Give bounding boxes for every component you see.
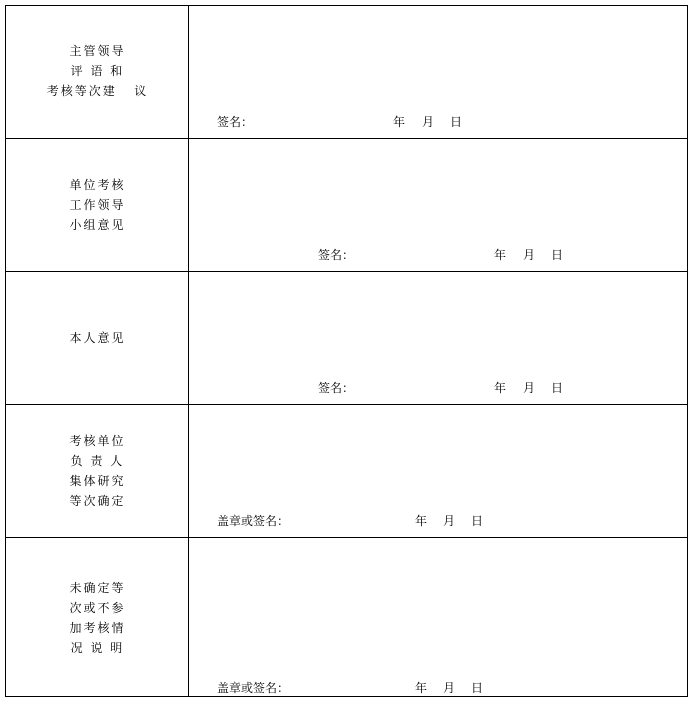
label-line: 小组意见 [69, 218, 126, 232]
label-line: 本人意见 [69, 331, 126, 345]
date-year-label: 年 [393, 115, 406, 129]
row-self-opinion [6, 272, 687, 405]
label-line: 未确定等 [69, 581, 126, 595]
label-cell-unit-head [6, 405, 189, 537]
label-cell-undetermined [6, 538, 189, 696]
date-month-label: 月 [523, 248, 536, 262]
label-line: 等次确定 [69, 494, 126, 508]
date-month-label: 月 [443, 681, 456, 695]
date-day-label: 日 [450, 115, 463, 129]
date-day-label: 日 [471, 514, 484, 528]
date-year-label: 年 [415, 681, 428, 695]
label-line: 况 说 明 [70, 641, 125, 655]
label-line: 集体研究 [69, 474, 126, 488]
date-day-label: 日 [551, 248, 564, 262]
label-line: 考核单位 [69, 434, 126, 448]
evaluation-form-table [5, 5, 688, 697]
signature-label: 签名： [318, 248, 355, 262]
date-year-label: 年 [494, 248, 507, 262]
signature-label: 签名： [318, 381, 355, 395]
date-year-label: 年 [494, 381, 507, 395]
signature-label: 签名： [217, 115, 254, 129]
label-line: 次或不参 [69, 601, 126, 615]
label-cell-assessment-group [6, 139, 189, 271]
seal-or-signature-label: 盖章或签名： [217, 514, 290, 528]
row-unit-head-decision [6, 405, 687, 538]
label-line: 评 语 和 [70, 64, 125, 78]
label-line: 单位考核 [69, 178, 126, 192]
label-cell-self [6, 272, 189, 404]
row-assessment-group-opinion [6, 139, 687, 272]
date-day-label: 日 [471, 681, 484, 695]
date-month-label: 月 [422, 115, 435, 129]
row-supervisor-comments [6, 6, 687, 139]
date-month-label: 月 [443, 514, 456, 528]
label-line: 加考核情 [69, 621, 126, 635]
label-line: 考核等次建 议 [46, 84, 149, 98]
label-cell-supervisor [6, 6, 189, 138]
row-undetermined-explanation [6, 538, 687, 696]
date-day-label: 日 [551, 381, 564, 395]
label-line: 主管领导 [69, 44, 126, 58]
date-year-label: 年 [415, 514, 428, 528]
date-month-label: 月 [523, 381, 536, 395]
label-line: 工作领导 [69, 198, 126, 212]
label-line: 负 责 人 [70, 454, 125, 468]
seal-or-signature-label: 盖章或签名： [217, 681, 290, 695]
